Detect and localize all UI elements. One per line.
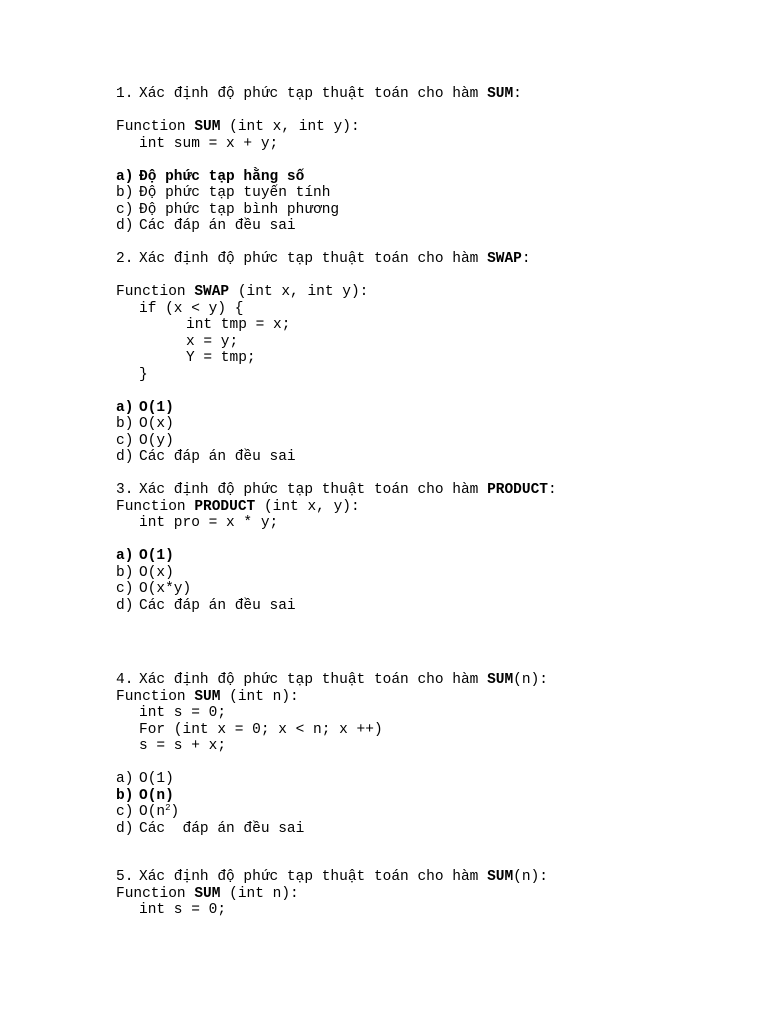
question-5-title	[116, 869, 736, 886]
option-letter: c)	[116, 581, 134, 597]
option-text: Độ phức tạp tuyến tính	[139, 185, 331, 201]
question-4-title	[116, 672, 736, 689]
option-text-end: )	[170, 804, 180, 820]
answer-option-d	[116, 218, 736, 235]
question-prompt: Xác định độ phức tạp thuật toán cho hàm	[139, 869, 488, 885]
function-name: SUM	[487, 869, 514, 885]
option-text: Các đáp án đều sai	[139, 820, 305, 837]
code-signature	[116, 284, 736, 301]
option-text: O(1)	[139, 771, 174, 787]
question-prompt: Xác định độ phức tạp thuật toán cho hàm	[139, 482, 488, 498]
code-params: (int n):	[220, 688, 299, 705]
answer-option-c	[116, 433, 736, 450]
option-letter: d)	[116, 597, 134, 614]
answer-option-b	[116, 788, 736, 805]
code-keyword: Function	[116, 284, 195, 300]
option-letter: c)	[116, 432, 134, 449]
answer-option-a	[116, 169, 736, 186]
code-function-name: SUM	[194, 688, 221, 705]
code-keyword: Function	[116, 119, 195, 135]
option-text: Độ phức tạp hằng số	[139, 168, 305, 185]
option-letter: b)	[116, 416, 134, 432]
code-line: s = s + x;	[139, 738, 227, 754]
question-number: 5.	[116, 869, 134, 885]
option-text: O(x)	[139, 416, 174, 432]
option-letter: d)	[116, 820, 134, 837]
code-line: int s = 0;	[139, 902, 227, 918]
answer-option-d	[116, 598, 736, 615]
option-text: Độ phức tạp bình phương	[139, 201, 340, 218]
option-letter: d)	[116, 218, 134, 234]
option-letter: a)	[116, 168, 134, 185]
option-text: O(y)	[139, 432, 174, 449]
code-function-name: SWAP	[194, 284, 230, 300]
code-line: Y = tmp;	[186, 350, 256, 366]
code-line: }	[139, 366, 148, 383]
option-text: O(1)	[139, 548, 174, 564]
code-function-name: SUM	[194, 119, 221, 135]
code-params: (int x, int y):	[229, 284, 369, 300]
question-2-title	[116, 251, 736, 268]
answer-option-b	[116, 416, 736, 433]
option-letter: a)	[116, 771, 134, 787]
prompt-suffix: :	[521, 251, 531, 267]
code-line: int s = 0;	[139, 705, 227, 721]
option-letter: a)	[116, 548, 134, 564]
answer-option-d	[116, 449, 736, 466]
question-1-title	[116, 86, 736, 103]
question-prompt: Xác định độ phức tạp thuật toán cho hàm	[139, 251, 488, 267]
prompt-suffix: :	[513, 86, 522, 102]
code-line: x = y;	[186, 333, 239, 350]
option-text: Các đáp án đều sai	[139, 597, 296, 614]
answer-option-a	[116, 771, 736, 788]
prompt-suffix: (n):	[513, 869, 548, 885]
function-name: SUM	[487, 672, 514, 688]
answer-option-c	[116, 202, 736, 219]
option-letter: b)	[116, 185, 134, 201]
code-function-name: SUM	[194, 885, 221, 902]
option-letter: b)	[116, 564, 134, 581]
question-prompt: Xác định độ phức tạp thuật toán cho hàm	[139, 672, 488, 688]
quiz-document	[116, 86, 736, 919]
prompt-suffix: (n):	[513, 672, 548, 688]
function-name: SWAP	[487, 251, 522, 267]
code-keyword: Function	[116, 885, 195, 902]
answer-option-b	[116, 565, 736, 582]
prompt-suffix: :	[547, 482, 557, 498]
answer-option-c	[116, 804, 736, 821]
option-text: O(1)	[139, 399, 174, 416]
code-line: int pro = x * y;	[139, 515, 279, 531]
code-signature	[116, 119, 736, 136]
question-number: 2.	[116, 251, 134, 267]
option-text: O(n)	[139, 787, 174, 804]
function-name: PRODUCT	[487, 482, 548, 498]
code-line: For (int x = 0; x < n; x ++)	[139, 721, 383, 738]
code-signature	[116, 689, 736, 706]
code-params: (int x, y):	[255, 498, 360, 515]
answer-option-d	[116, 821, 736, 838]
question-number: 4.	[116, 672, 134, 688]
option-text: O(n	[139, 804, 166, 820]
option-letter: c)	[116, 804, 134, 820]
answer-option-a	[116, 548, 736, 565]
code-keyword: Function	[116, 688, 195, 705]
question-number: 1.	[116, 86, 134, 102]
answer-option-c	[116, 581, 736, 598]
answer-option-a	[116, 400, 736, 417]
code-line: int tmp = x;	[186, 317, 291, 333]
question-number: 3.	[116, 482, 134, 498]
option-text: Các đáp án đều sai	[139, 218, 296, 234]
option-superscript: 2	[165, 803, 171, 813]
function-name: SUM	[487, 86, 514, 102]
code-params: (int x, int y):	[220, 119, 360, 135]
answer-option-b	[116, 185, 736, 202]
code-signature	[116, 886, 736, 903]
code-keyword: Function	[116, 498, 195, 515]
option-text: O(x*y)	[139, 581, 192, 597]
option-letter: b)	[116, 787, 134, 804]
code-signature	[116, 499, 736, 516]
question-3-title	[116, 482, 736, 499]
code-line: if (x < y) {	[139, 300, 244, 317]
option-text: Các đáp án đều sai	[139, 449, 296, 465]
option-text: O(x)	[139, 564, 174, 581]
code-params: (int n):	[220, 885, 299, 902]
question-prompt: Xác định độ phức tạp thuật toán cho hàm	[139, 86, 488, 102]
option-letter: a)	[116, 399, 134, 416]
option-letter: d)	[116, 449, 134, 465]
code-line: int sum = x + y;	[139, 135, 279, 152]
code-function-name: PRODUCT	[194, 498, 256, 515]
option-letter: c)	[116, 201, 134, 218]
